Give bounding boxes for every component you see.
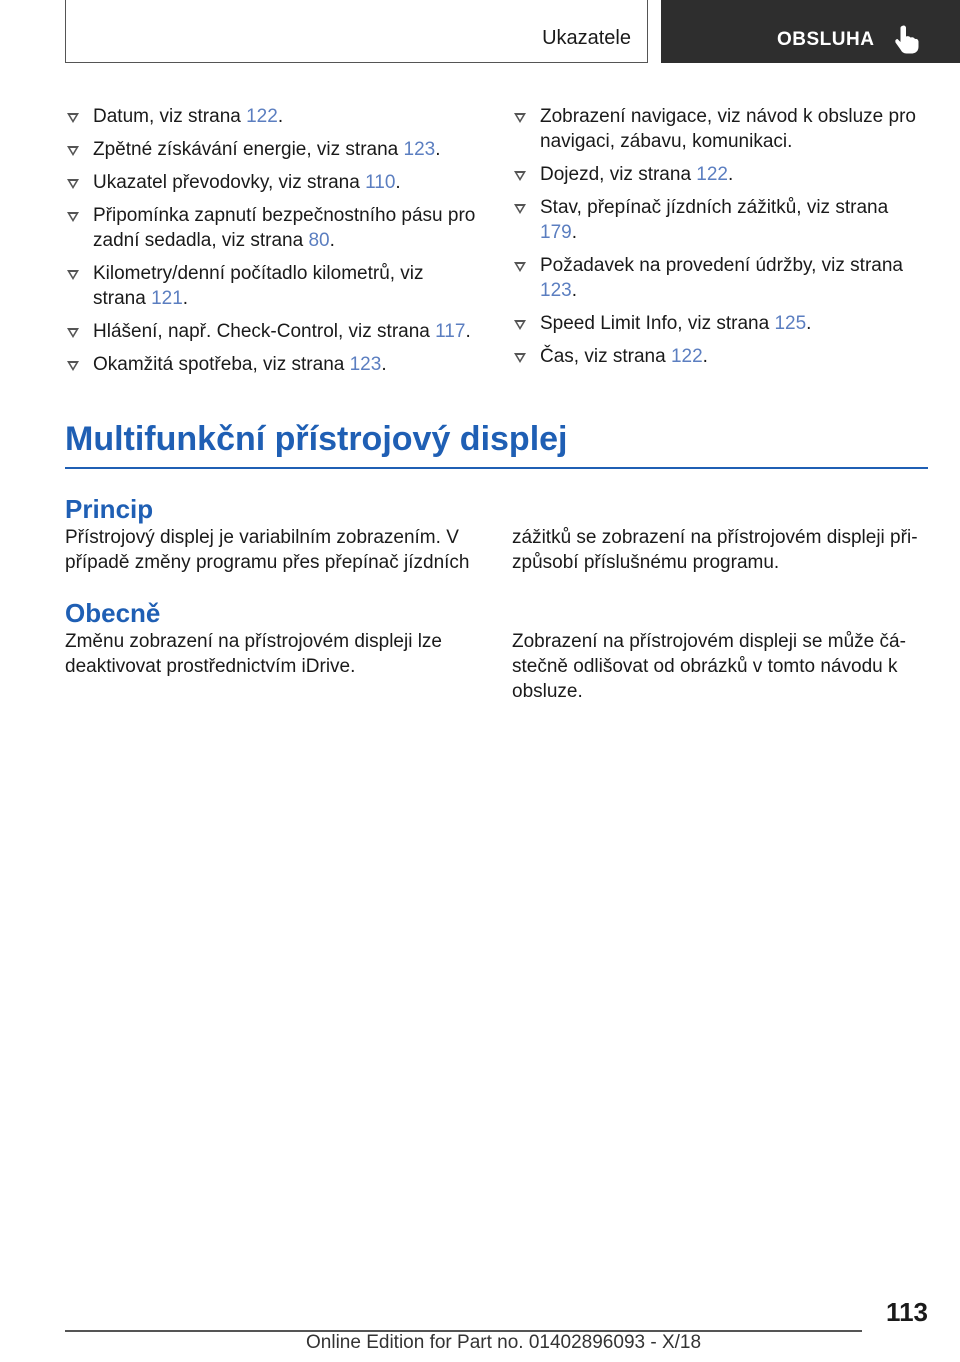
list-item [65, 137, 481, 162]
list-item-text: Speed Limit Info, viz strana [540, 313, 775, 334]
list-item-punctuation: . [395, 172, 401, 193]
list-item [65, 352, 481, 377]
footer-edition-text: Online Edition for Part no. 01402896093 - X/18 [306, 1332, 702, 1353]
triangle-bullet-icon [67, 212, 79, 222]
list-item [65, 261, 481, 311]
page-reference-link[interactable]: 122 [246, 106, 278, 127]
obecne-left-column [65, 629, 481, 679]
page-reference-link[interactable]: 123 [349, 354, 382, 375]
right-bullet-column [512, 104, 928, 377]
obecne-heading: Obecně [65, 598, 161, 628]
triangle-bullet-icon [514, 262, 526, 272]
obecne-text-left: Změnu zobrazení na přístrojovém displeji lze deaktivovat prostřednictvím iDrive. [65, 631, 443, 677]
list-item-punctuation: . [329, 230, 335, 251]
princip-left-column [65, 525, 481, 575]
list-item-text: Stav, přepínač jízdních zážitků, viz strana [540, 197, 889, 218]
triangle-bullet-icon [514, 320, 526, 330]
list-item-text: Dojezd, viz strana [540, 164, 697, 185]
triangle-bullet-icon [67, 179, 79, 189]
list-item-text: Ukazatel převodovky, viz strana [93, 172, 366, 193]
section-title-rule [65, 467, 928, 469]
list-item [512, 104, 928, 154]
list-item-text: Čas, viz strana [540, 346, 671, 367]
page-reference-link[interactable]: 125 [774, 313, 807, 334]
princip-right-column [512, 525, 928, 575]
princip-heading: Princip [65, 494, 154, 524]
hand-pointer-icon [894, 24, 920, 54]
page-reference-link[interactable]: 110 [365, 172, 396, 193]
triangle-bullet-icon [514, 353, 526, 363]
page-reference-link[interactable]: 80 [308, 230, 330, 251]
triangle-bullet-icon [67, 113, 79, 123]
list-item-text: Datum, viz strana [93, 106, 247, 127]
list-item-punctuation: . [728, 164, 734, 185]
page-reference-link[interactable]: 179 [540, 222, 572, 243]
triangle-bullet-icon [67, 328, 79, 338]
list-item-punctuation: . [465, 321, 471, 342]
list-item-text: Zpětné získávání energie, viz strana [93, 139, 404, 160]
triangle-bullet-icon [514, 113, 526, 123]
page-reference-link[interactable]: 122 [670, 346, 703, 367]
triangle-bullet-icon [67, 361, 79, 371]
list-item-punctuation: . [571, 222, 577, 243]
list-item [512, 195, 928, 245]
chapter-tab-label: OBSLUHA [777, 29, 875, 50]
princip-text-left: Přístrojový displej je variabilním zobrazením. V případě změny programu přes přepínač jízdních [65, 527, 470, 573]
page-number: 113 [886, 1297, 928, 1327]
list-item-punctuation: . [381, 354, 387, 375]
list-item [512, 162, 928, 187]
triangle-bullet-icon [514, 204, 526, 214]
page-reference-link[interactable]: 122 [696, 164, 728, 185]
triangle-bullet-icon [514, 171, 526, 181]
left-bullet-column [65, 104, 481, 385]
triangle-bullet-icon [67, 270, 79, 280]
page-reference-link[interactable]: 123 [403, 139, 436, 160]
list-item-text: Požadavek na provedení údržby, viz strana [540, 255, 903, 276]
list-item [512, 253, 928, 303]
chapter-tab [661, 0, 960, 63]
list-item-text: Hlášení, např. Check-Control, viz strana [93, 321, 436, 342]
right-bullet-list [512, 104, 928, 369]
obecne-right-column [512, 629, 928, 704]
page-reference-link[interactable]: 121 [151, 288, 183, 309]
section-title: Multifunkční přístrojový displej [65, 420, 568, 458]
page-reference-link[interactable]: 117 [435, 321, 466, 342]
list-item [65, 319, 481, 344]
header-section-title: Ukazatele [542, 27, 631, 49]
list-item-punctuation: . [702, 346, 708, 367]
list-item-text: Kilometry/denní počítadlo kilometrů, viz strana [93, 263, 424, 309]
list-item [512, 311, 928, 336]
list-item-text: Okamžitá spotřeba, viz strana [93, 354, 350, 375]
header-section-box [65, 0, 648, 63]
list-item-text: Připomínka zapnutí bezpečnostního pásu pro zadní sedadla, viz strana [93, 205, 476, 251]
list-item [65, 170, 481, 195]
list-item-punctuation: . [435, 139, 441, 160]
princip-text-right: zážitků se zobrazení na přístrojovém displeji přizpůsobí příslušnému programu. [512, 527, 918, 573]
list-item [65, 203, 481, 253]
list-item-punctuation: . [182, 288, 189, 309]
list-item-punctuation: . [806, 313, 812, 334]
list-item-punctuation: . [277, 106, 284, 127]
list-item [512, 344, 928, 369]
obecne-text-right: Zobrazení na přístrojovém displeji se může částečně odlišovat od obrázků v tomto návodu k obsluze. [512, 631, 906, 702]
list-item [65, 104, 481, 129]
left-bullet-list [65, 104, 481, 377]
page-reference-link[interactable]: 123 [540, 280, 572, 301]
triangle-bullet-icon [67, 146, 79, 156]
list-item-punctuation: . [571, 280, 577, 301]
list-item-text: Zobrazení navigace, viz návod k obsluze pro navigaci, zábavu, komunikaci. [540, 106, 916, 152]
